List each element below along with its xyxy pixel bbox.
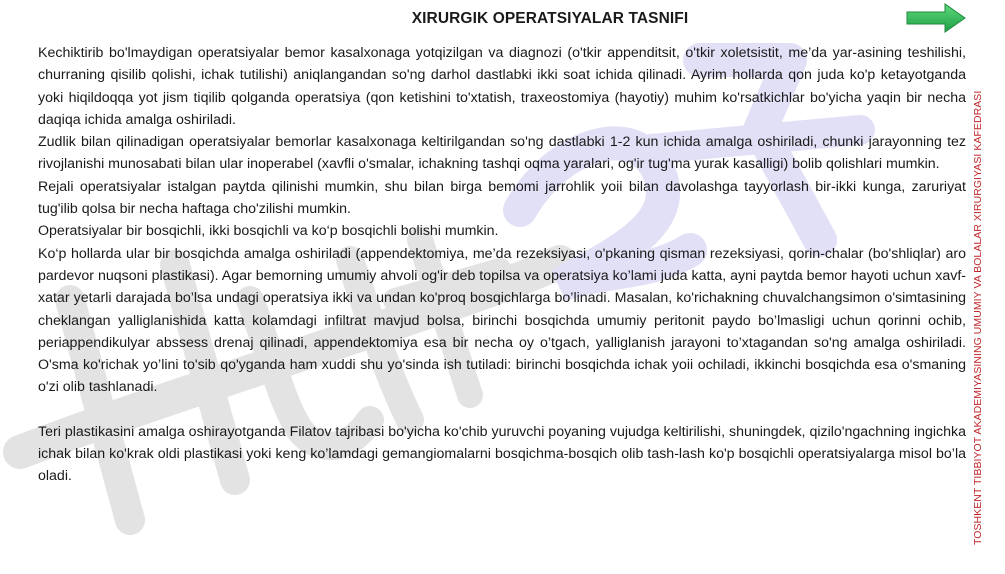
arrow-right-icon[interactable] [905,3,967,33]
paragraph-planned: Rejali operatsiyalar istalgan paytda qilinishi mumkin, shu bilan birga bemomi jarrohlik yoii bilan davolashga tayyorlash bir-ikki kunga, zaruriyat tug'ilib qolsa bir necha haftaga cho'zilishi mumkin. [38,178,966,218]
document-body [38,42,966,488]
paragraph-stages-detail: Ko‘p hollarda ular bir bosqichda amalga oshiriladi (appendektomiya, me’da rezeksiyasi, o'pkaning qisman rezeksiyasi, qorin-chalar (bo'shliqlar) aro pardevor nuqsoni plastikasi). Agar bemorning umumiy ahvoli og'ir deb topilsa va operatsiya ko’lami juda katta, ayni paytda bemor hayoti uchun xavf-xatar yetarli darajada bo’lsa undagi operatsiya ikki va undan ko'proq bosqichlarga bo’linadi. Masalan, ko'richakning chuvalchangsimon o'simtasining cheklangan yalliglanishida katta kolamdagi infiltrat mavjud bolsa, birinchi bosqichda umumiy peritonit paydo bo’lmasligi uchun qorinni ochib, periappendikulyar abssess drenaj qilinadi, appendektomiya esa bir necha oy o’tgach, yalliglanish jarayoni to’xtagandan so'ng amalga oshiriladi. O'sma ko'richak yo’lini to'sib qo'yganda ham xuddi shu yo'sinda ish tutiladi: birinchi bosqichda ichak yoii ochiladi, ikkinchi bosqichda esa o'smaning o'zi olib tashlanadi. [38,245,966,396]
paragraph-emergency: Zudlik bilan qilinadigan operatsiyalar bemorlar kasalxonaga keltirilgandan so'ng dastlabki 1-2 kun ichida amalga oshiriladi, chunki jarayonning tez rivojlanishi munosabati bilan ular inoperabel (xavfli o'smalar, ichakning tashqi oqma yaralari, og'ir tug'ma yurak kasalligi) bolib qolishlari mumkin. [38,134,966,173]
page-title: XIRURGIK OPERATSIYALAR TASNIFI [411,10,689,27]
department-label: TOSHKENT TIBBIYOT AKADEMIYASINING UMUMIY VA BOLALAR XIRURGIYASI KAFEDRASI [972,90,984,545]
paragraph-examples: Teri plastikasini amalga oshirayotganda Filatov tajribasi bo'yicha ko'chib yuruvchi poyaning vujudga keltirilishi, shuningdek, qizilo'ngachning ingichka ichak bilan ko'krak oldi plastikasi yoki keng ko’lamdagi gemangiomalarni bosqichma-bosqich olib tash-lash ko'p bosqichli operatsiyalarga misol bo’la oladi. [38,423,966,485]
paragraph-urgent: Kechiktirib bo'lmaydigan operatsiyalar bemor kasalxonaga yotqizilgan va diagnozi (o'tkir appenditsit, o'tkir xoletsistit, me’da yar-asining teshilishi, churraning qisilib qolishi, ichak tutilishi) aniqlangandan so'ng darhol dastlabki ikki soat ichida qilinadi. Ayrim hollarda qon juda ko'p ketayotganda yoki hiqildoqqa yot jism tiqilib qolganda operatsiya (qon ketishini to'xtatish, traxeostomiya (hayotiy) muhim ko'rsatkichlar bo'yicha yaqin bir necha daqiqa ichida amalga oshiriladi. [38,45,966,128]
paragraph-stages: Operatsiyalar bir bosqichli, ikki bosqichli va ko‘p bosqichli bolishi mumkin. [38,223,499,240]
